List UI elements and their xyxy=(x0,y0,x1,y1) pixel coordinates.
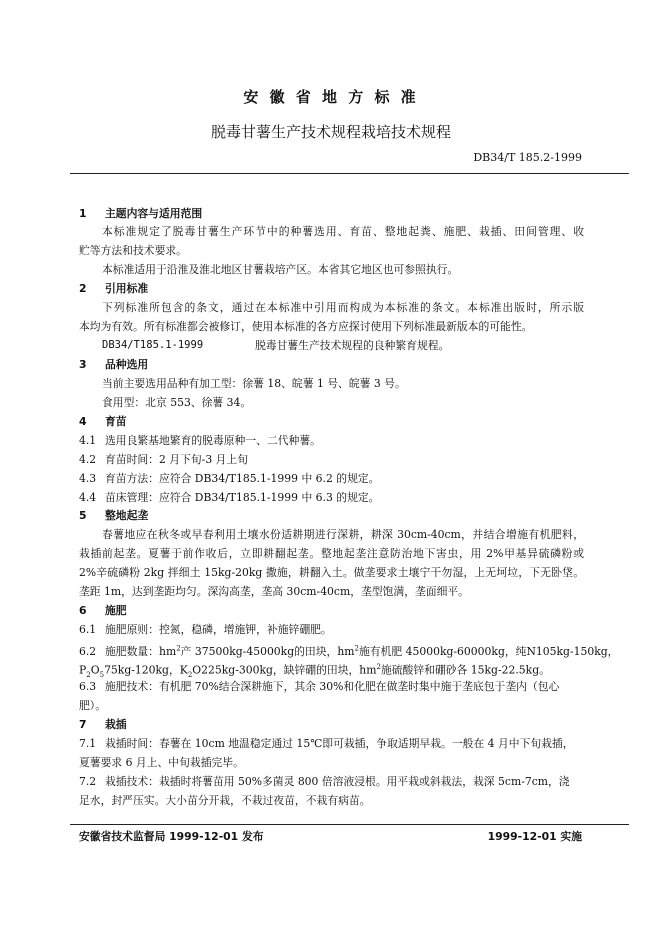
paragraph-line: 本均为有效。所有标准都会被修订，使用本标准的各方应探讨使用下列标准最新版本的可能性。 xyxy=(79,320,533,333)
item-number: 4.1 xyxy=(79,434,97,447)
item-text: 施肥原则：控氮，稳磷，增施钾，补施锌硼肥。 xyxy=(105,623,332,636)
section-title: 引用标准 xyxy=(105,282,149,295)
item-number: 4.3 xyxy=(79,472,97,485)
paragraph-line: 春薯地应在秋冬或早春利用土壤水份适耕期进行深耕，耕深 30cm-40cm，并结合增施有机肥料， xyxy=(102,528,584,541)
list-item xyxy=(79,677,559,696)
standard-agency: 安 徽 省 地 方 标 准 xyxy=(243,88,419,106)
section-2-heading xyxy=(79,279,148,298)
item-number: 6.3 xyxy=(79,680,97,693)
item-text: 施肥数量：$hm^2$产 37500kg-45000kg的田块，$hm^2$施有机肥 45000kg-60000kg，纯N105kg-150kg， xyxy=(105,644,619,658)
section-title: 品种选用 xyxy=(105,358,149,371)
section-title: 育苗 xyxy=(105,415,127,428)
list-item xyxy=(79,431,321,450)
section-1-heading xyxy=(79,204,202,223)
item-text: 育苗时间：2 月下旬-3 月上旬 xyxy=(105,453,249,466)
section-number: 1 xyxy=(79,207,87,220)
footer-effective-date: 1999-12-01 实施 xyxy=(487,830,582,843)
section-3-heading xyxy=(79,355,148,374)
list-item xyxy=(79,772,570,791)
item-number: 4.4 xyxy=(79,491,97,504)
section-6-heading xyxy=(79,601,127,620)
document-title: 脱毒甘薯生产技术规程栽培技术规程 xyxy=(210,123,451,141)
paragraph-line: 食用型：北京 553、徐薯 34。 xyxy=(102,396,252,409)
paragraph-line: 当前主要选用品种有加工型：徐薯 18、皖薯 1 号、皖薯 3 号。 xyxy=(102,377,406,390)
paragraph-line: 贮等方法和技术要求。 xyxy=(79,244,187,257)
paragraph-line: 栽插前起垄。夏薯于前作收后，立即耕翻起垄。整地起垄注意防治地下害虫，用 2%甲基异硫磷粉或 xyxy=(79,547,584,560)
item-number: 7.1 xyxy=(79,737,97,750)
list-item xyxy=(79,450,248,469)
paragraph-line: 本标准适用于沿淮及淮北地区甘薯栽培产区。本省其它地区也可参照执行。 xyxy=(102,263,459,276)
item-text: 苗床管理：应符合 DB34/T185.1-1999 中 6.3 的规定。 xyxy=(105,491,380,504)
list-item xyxy=(79,620,332,639)
section-number: 4 xyxy=(79,415,87,428)
paragraph-line: 2%辛硫磷粉 2kg 拌细土 15kg-20kg 撒施，耕翻入土。做垄要求土壤宁干勿湿，上无坷垃，下无卧垡。 xyxy=(79,566,584,579)
item-text: 育苗方法：应符合 DB34/T185.1-1999 中 6.2 的规定。 xyxy=(105,472,380,485)
item-text: 栽插技术：栽插时将薯苗用 50%多菌灵 800 倍溶液浸根。用平栽或斜栽法，栽深 5cm-7cm，浇 xyxy=(105,775,570,788)
header-rule xyxy=(70,173,629,174)
section-number: 6 xyxy=(79,604,87,617)
section-number: 2 xyxy=(79,282,87,295)
paragraph-line: 本标准规定了脱毒甘薯生产环节中的种薯选用、育苗、整地起粪、施肥、栽插、田间管理、收 xyxy=(102,225,584,238)
footer-rule xyxy=(70,824,629,825)
paragraph-line: 足水，封严压实。大小苗分开栽，不栽过夜苗，不栽有病苗。 xyxy=(79,794,371,807)
standard-code: DB34/T 185.2-1999 xyxy=(473,151,582,164)
list-item xyxy=(79,488,379,507)
section-5-heading xyxy=(79,506,148,525)
item-text: 施肥技术：有机肥 70%结合深耕施下，其余 30%和化肥在做垄时集中施于垄底包于垄内（包心 xyxy=(105,680,560,693)
paragraph-line: 夏薯要求 6 月上、中旬栽插完毕。 xyxy=(79,756,244,769)
section-number: 5 xyxy=(79,509,87,522)
section-title: 施肥 xyxy=(105,604,127,617)
section-number: 3 xyxy=(79,358,87,371)
item-number: 6.1 xyxy=(79,623,97,636)
paragraph-line: 肥）。 xyxy=(79,699,106,712)
footer-issuer: 安徽省技术监督局 1999-12-01 发布 xyxy=(79,830,264,843)
list-item xyxy=(79,469,379,488)
section-number: 7 xyxy=(79,718,87,731)
section-4-heading xyxy=(79,412,127,431)
paragraph-line: 下列标准所包含的条文，通过在本标准中引用而构成为本标准的条文。本标准出版时，所示版 xyxy=(102,301,584,314)
section-title: 栽插 xyxy=(105,718,127,731)
section-7-heading xyxy=(79,715,127,734)
paragraph-line: $P_2O_575kg-120kg$，$K_2O225kg-300kg$，缺锌硼的田块，$hm^2$施硫酸锌和硼砂各 15kg-22.5kg。 xyxy=(79,663,550,679)
reference-code: DB34/T185.1-1999 xyxy=(102,339,204,351)
item-number: 4.2 xyxy=(79,453,97,466)
section-title: 主题内容与适用范围 xyxy=(105,207,203,220)
item-number: 6.2 xyxy=(79,644,97,658)
list-item xyxy=(79,734,574,753)
reference-title: 脱毒甘薯生产技术规程的良种繁育规程。 xyxy=(255,339,450,352)
item-text: 选用良繁基地繁育的脱毒原种一、二代种薯。 xyxy=(105,434,321,447)
item-number: 7.2 xyxy=(79,775,97,788)
paragraph-line: 垄距 1m，达到垄距均匀。深沟高垄，垄高 30cm-40cm，垄型饱满，垄面细平。 xyxy=(79,585,469,598)
section-title: 整地起垄 xyxy=(105,509,149,522)
item-text: 栽插时间：春薯在 10cm 地温稳定通过 15℃即可栽插，争取适期早栽。一般在 4 月中下旬栽插， xyxy=(105,737,574,750)
